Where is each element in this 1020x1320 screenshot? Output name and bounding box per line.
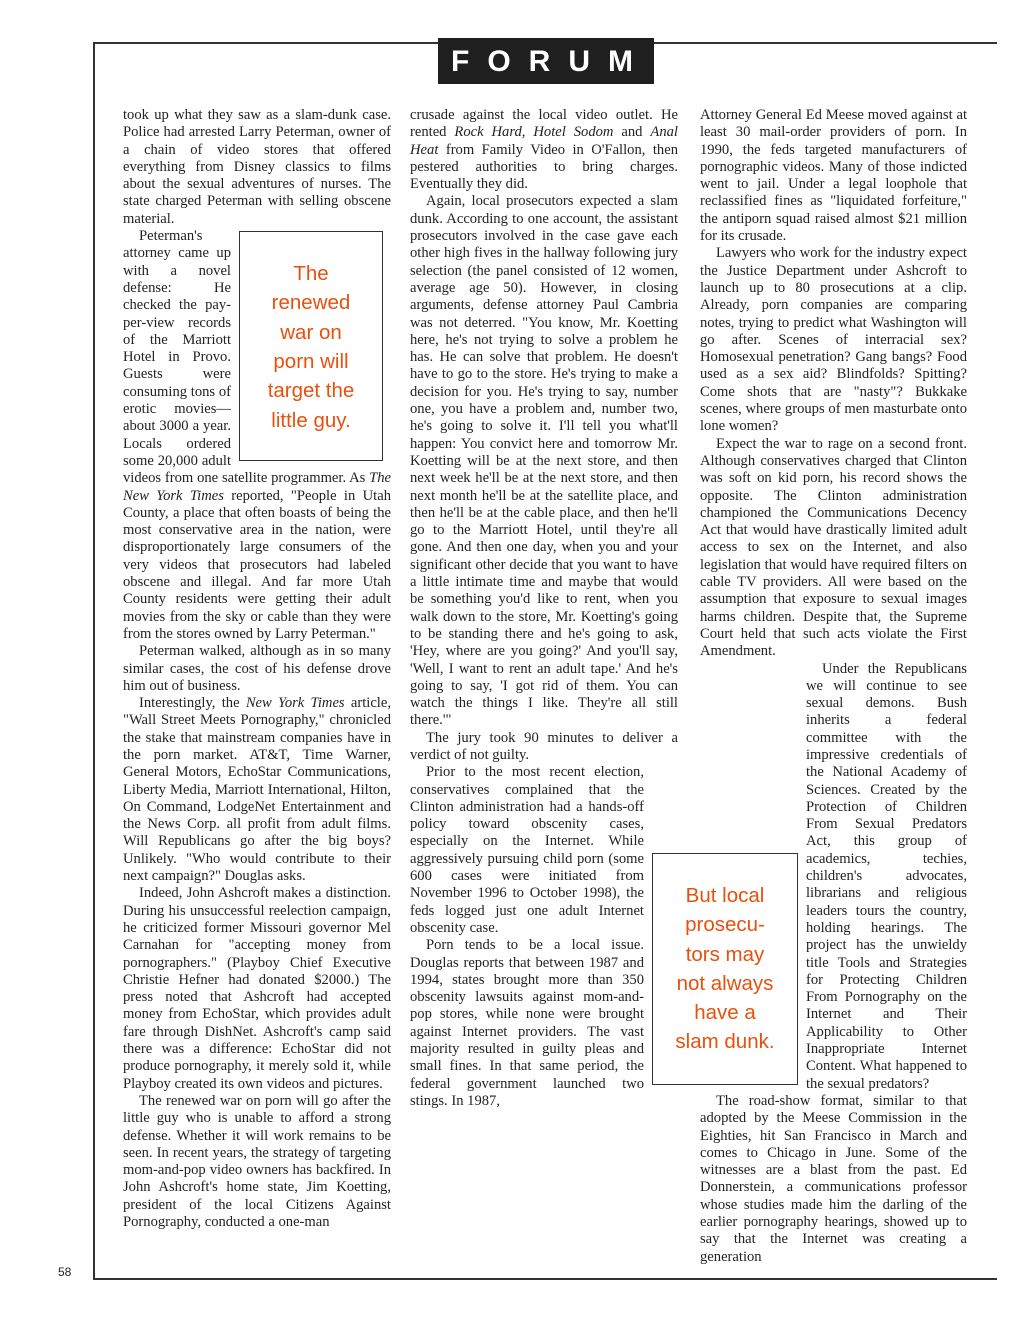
frame-bottom-rule (93, 1278, 997, 1280)
pull-quote-line: war on (280, 320, 342, 344)
pull-quote-line: target the (267, 379, 355, 403)
paragraph: The jury took 90 minutes to deliver a verdict of not guilty. (410, 729, 678, 763)
frame-left-rule (93, 42, 95, 1279)
paragraph: Interestingly, the New York Times article, "Wall Street Meets Pornography," chronicled the stake that mainstream companies have in the porn market. AT&T, Time Warner, General Motors, EchoStar Communications, Liberty Media, Marriott International, Hilton, On Command, LodgeNet Entertainment and the News Corp. all profit from adult films. Will Republicans go after the big boys? Unlikely. "Who would contribute to their next campaign?" Douglas asks. (123, 695, 391, 885)
paragraph: crusade against the local video outlet. He rented Rock Hard, Hotel Sodom and Anal Heat from Family Video in O'Fallon, then pestered authorities to bring charges. Eventually they did. (410, 107, 678, 193)
paragraph: The road-show format, similar to that adopted by the Meese Commission in the Eighties, hit San Francisco in March and comes to Chicago in June. Some of the witnesses are a blast from the past. Ed Donnerstein, a communications professor whose studies made him the darling of the earlier pornography hearings, showed up to say that the Internet was creating a generation (700, 1092, 967, 1265)
video-title: Rock Hard (454, 124, 522, 141)
pull-quote-line: not always (676, 971, 774, 995)
column-1 (123, 107, 391, 1231)
paragraph: Prior to the most recent election, conservatives complained that the Clinton administration had a hands-off policy toward obscenity cases, especially on the Internet. While aggressively pursuing child porn (some 600 cases were initiated from November 1996 to October 1998), the feds logged just one adult Internet obscenity case. (410, 764, 644, 936)
page-number: 58 (58, 1265, 72, 1279)
paragraph: The renewed war on porn will go after the little guy who is unable to afford a strong defense. Whether it will work remains to be seen. In recent years, the strategy of targeting mom-and-pop video owners has backfired. In John Ashcroft's home state, Jim Koetting, president of the local Citizens Against Pornography, conducted a one-man (123, 1092, 391, 1230)
pull-quote-line: renewed (271, 291, 351, 315)
publication-title: New York Times (245, 695, 345, 712)
pull-quote-line: prosecu- (685, 913, 765, 937)
paragraph: Again, local prosecutors expected a slam dunk. According to one account, the assistant prosecutors involved in the case gave each other high fives in the hallway following jury selection (the panel consisted of 12 women, average age 50). However, in closing arguments, defense attorney Paul Cambria was not deterred. "You know, Mr. Koetting here, he's not trying to solve a problem he has. He can solve that problem. He doesn't have to go to the store. He's trying to make a decision for you. He's trying to say, number one, you have a problem and, number two, he's going to solve it. I'll tell you what'll happen: You convict here and tomorrow Mr. Koetting will be at the next store, and then next week he'll be at the next store, and then next month he'll be at the satellite place, and then he'll be at the cable place, and then he'll go to the Marriott Hotel, until they're all gone. And then one day, when you and your significant other decide that you want to have a little intimate time and maybe that would be something you'd like to rent, when you walk down to the store, Mr. Koetting's going to be standing there and he's going to ask, 'Hey, where are you going?' And you'll say, 'Well, I want to rent an adult tape.' And he's going to say, 'I got rid of them. You can watch the things I like. They're all still there.'" (410, 193, 678, 729)
section-banner: FORUM (438, 38, 654, 84)
paragraph: Peterman walked, although as in so many similar cases, the cost of his defense drove him out of business. (123, 643, 391, 694)
column-3 (700, 107, 967, 1266)
pull-quote-line: The (293, 262, 329, 286)
pull-quote-line: But local (685, 884, 765, 907)
video-title: Hotel Sodom (533, 124, 614, 141)
pull-quote-1 (239, 231, 383, 461)
paragraph: Peterman's attorney came up with a novel defense: He checked the pay-per-view records of the Marriott Hotel in Provo. Guests were consuming tons of erotic movies—about 3000 a year. Locals ordered some 20,000 adult videos from one satellite programmer. As The New York Times reported, "People in Utah County, a place that often boasts of being the most conservative area in the nation, were disproportionately large consumers of the very videos that prosecutors had labeled obscene and illegal. And far more Utah County residents were getting their adult movies from the sky or cable than they were from the stores owned by Larry Peterman." (123, 228, 391, 642)
video-title: Anal Heat (410, 124, 678, 158)
pull-quote-line: slam dunk. (675, 1030, 775, 1054)
paragraph: took up what they saw as a slam-dunk case. Police had arrested Larry Peterman, owner of a chain of video stores that offered everything from Disney classics to films about the sexual adventures of nurses. The state charged Peterman with selling obscene material. (123, 107, 391, 227)
paragraph: Expect the war to rage on a second front. Although conservatives charged that Clinton was soft on kid porn, his record shows the opposite. The Clinton administration championed the Communications Decency Act that would have drastically limited adult access to sex on the Internet, and also legislation that would have required filters on cable TV providers. All were based on the assumption that exposure to sexual images harms children. Despite that, the Supreme Court held that such acts violate the First Amendment. (700, 435, 967, 660)
paragraph: Indeed, John Ashcroft makes a distinction. During his unsuccessful reelection campaign, he criticized former Missouri governor Mel Carnahan for "accepting money from pornographers." (Playboy Chief Executive Christie Hefner had donated $2000.) The press noted that Ashcroft had accepted money from EchoStar, which provides adult fare through DishNet. Ashcroft's camp said there was a difference: EchoStar did not produce pornography, it merely sold it, while Playboy created its own videos and pictures. (123, 885, 391, 1092)
paragraph: Attorney General Ed Meese moved against at least 30 mail-order providers of porn. In 1990, the feds targeted manufacturers of pornographic videos. Many of those indicted went to jail. Under a legal loophole that reclassified fines as "liquidated forfeiture," the antiporn squad raised almost $21 million for its crusade. (700, 107, 967, 245)
paragraph: Under the Republicans we will continue to see sexual demons. Bush inherits a federal committee with the impressive credentials of the National Academy of Sciences. Created by the Protection of Children From Sexual Predators Act, this group of academics, techies, children's advocates, librarians and religious leaders tours the country, holding hearings. The project has the unwieldy title Tools and Strategies for Protecting Children From Pornography on the Internet and Their Applicability to Other Inappropriate Internet Content. What happened to the sexual predators? (806, 660, 967, 1092)
publication-title: The New York Times (123, 470, 391, 504)
paragraph: Lawyers who work for the industry expect the Justice Department under Ashcroft to launch up to 80 prosecutions at a clip. Already, porn companies are comparing notes, trying to predict what Washington will go after. Scenes of interracial sex? Homosexual penetration? Gang bangs? Food used as a sex aid? Blindfolds? Spitting? Come shots that are "nasty"? Bukkake scenes, where groups of men masturbate onto lone women? (700, 245, 967, 435)
pull-quote-line: little guy. (271, 408, 351, 432)
pull-quote-line: tors may (685, 942, 765, 966)
pull-quote-2 (652, 853, 798, 1085)
column-2 (410, 107, 678, 1110)
pull-quote-line: porn will (273, 349, 349, 373)
pull-quote-line: have a (694, 1001, 756, 1025)
paragraph: Porn tends to be a local issue. Douglas reports that between 1987 and 1994, states brought more than 350 obscenity lawsuits against mom-and-pop stores, while none were brought against Internet providers. The vast majority resulted in guilty pleas and small fines. In that same period, the federal government launched two stings. In 1987, (410, 937, 644, 1109)
